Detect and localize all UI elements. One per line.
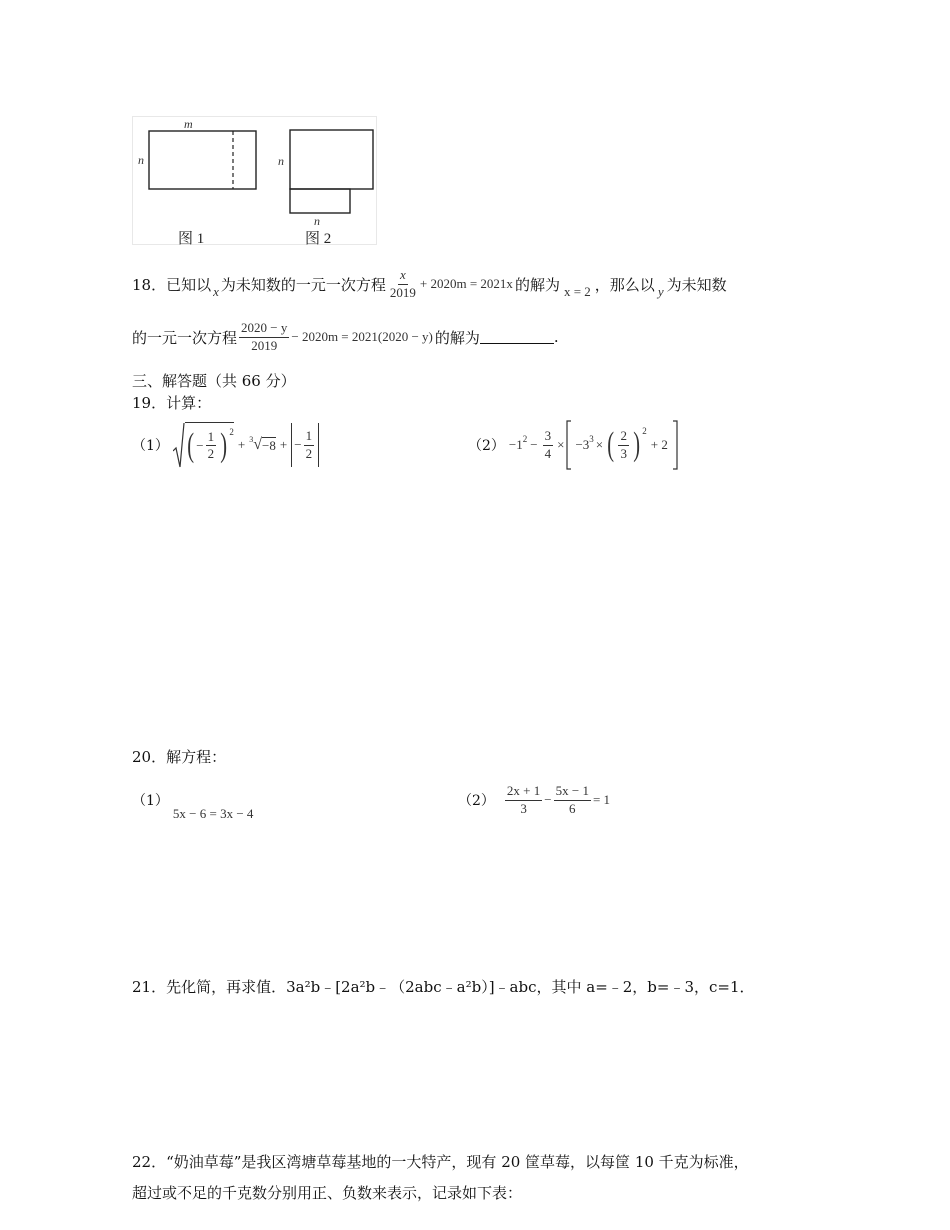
q18-text6: 的解为: [434, 328, 480, 347]
q19-part2-term2-exp: 3: [589, 434, 594, 444]
paren-open-icon: (: [607, 426, 615, 463]
q18-text2: 为未知数的一元一次方程: [220, 275, 386, 294]
figure2-caption: 图 2: [305, 231, 332, 247]
q18-fraction2: [239, 321, 289, 353]
q19-part2-label: （2）: [468, 438, 505, 454]
times-sign: ×: [595, 437, 604, 452]
q18-fraction1-numerator: x: [398, 268, 408, 284]
q20-part2-fraction2: [554, 784, 591, 816]
q18-equation1-rest: + 2020m = 2021x: [419, 276, 513, 291]
q18-fraction2-numerator: 2020 − y: [239, 321, 289, 337]
q19-part2-fraction1-denominator: 4: [544, 445, 552, 461]
q18-line1: [132, 264, 727, 304]
q19-part1-label: （1）: [132, 438, 169, 454]
figure1-top-label: m: [184, 117, 193, 131]
paren-open-icon: (: [187, 426, 194, 464]
q18-answer-blank[interactable]: [480, 331, 554, 344]
minus-sign: −: [544, 792, 552, 807]
q18-equation2-rest: − 2020m = 2021(2020 − y): [291, 329, 433, 344]
q19-part1-cuberoot-index: 3: [249, 434, 254, 444]
abs-bar-left-icon: [291, 423, 292, 467]
plus-sign: +: [279, 437, 288, 452]
q18-fraction2-denominator: 2019: [251, 337, 278, 353]
q19-part1-abs-numerator: 1: [304, 429, 315, 445]
q20-part2-fraction1-numerator: 2x + 1: [505, 784, 542, 800]
q19-part1-radicand: [185, 422, 234, 469]
q19-part1-abs-fraction: [304, 429, 315, 461]
q19-part1-exponent: 2: [229, 426, 234, 437]
q18-var-x: x: [213, 284, 219, 299]
q19-part2-fraction1: [543, 429, 554, 461]
q20-part2-label: （2）: [458, 793, 495, 809]
minus-sign: −: [196, 437, 204, 453]
q20-part1: [132, 790, 253, 820]
q20-part1-equation: 5x − 6 = 3x − 4: [172, 806, 254, 821]
q19-part2: [468, 418, 678, 472]
q19-part1-cuberoot-arg: −8: [262, 437, 276, 453]
q19-part1-abs-denominator: 2: [305, 445, 313, 461]
q19-part2-fraction2-denominator: 3: [620, 445, 627, 461]
figure2-top-rectangle: [290, 130, 373, 189]
q19-part2-fraction2: [618, 429, 629, 461]
q18-fraction1-denominator: 2019: [389, 284, 416, 300]
geometry-figures: [132, 116, 378, 248]
q18-text4: ，那么以: [594, 275, 655, 294]
q18-line2: [132, 317, 559, 357]
plus-sign: +: [237, 437, 246, 452]
bracket-left-icon: [566, 420, 572, 470]
figure2-side-label: n: [278, 154, 284, 168]
q19-part2-fraction2-numerator: 2: [618, 429, 629, 445]
q22-line1: 22．“奶油草莓”是我区湾塘草莓基地的一大特产，现有 20 筐草莓，以每筐 10 千克为标准，: [132, 1153, 749, 1171]
q19-part2-term1: −1: [508, 437, 523, 452]
paren-close-icon: ): [633, 426, 641, 463]
figure2-bottom-label: n: [314, 214, 320, 228]
q22-line2: 超过或不足的千克数分别用正、负数来表示，记录如下表：: [132, 1184, 523, 1202]
q18-end: .: [553, 328, 559, 346]
q18-var-y: y: [657, 284, 664, 299]
q18-fraction1: [388, 268, 418, 300]
q18-number: 18．: [132, 275, 167, 294]
q18-text1: 已知以: [166, 275, 212, 294]
q20-part2-rhs: = 1: [592, 792, 611, 807]
q21-text: 21．先化简，再求值．3a²b﹣[2a²b﹣（2abc﹣a²b）]﹣abc，其中 a=﹣2，b=﹣3，c=1．: [132, 978, 755, 996]
abs-bar-right-icon: [318, 423, 319, 467]
cuberoot-symbol-icon: √: [253, 436, 263, 453]
q19-part2-fraction1-numerator: 3: [543, 429, 554, 445]
q19-part2-exponent: 2: [642, 426, 647, 436]
q20-part2-fraction1: [505, 784, 542, 816]
q19-part2-tail: + 2: [650, 437, 668, 452]
figure1-caption: 图 1: [178, 231, 205, 247]
section3-heading: 三、解答题（共 66 分）: [132, 372, 296, 390]
q18-solution: x = 2: [563, 284, 591, 299]
q19-part1: [132, 418, 319, 472]
minus-sign: −: [530, 437, 538, 452]
q20-part2: [458, 776, 610, 824]
times-sign: ×: [557, 437, 565, 452]
q20-part2-fraction2-numerator: 5x − 1: [554, 784, 591, 800]
q19-part2-term1-exp: 2: [522, 434, 528, 444]
q19-title: 19．计算：: [132, 394, 212, 412]
q19-part1-fraction: [206, 430, 217, 462]
figure1-rectangle: [149, 131, 256, 189]
q20-part1-label: （1）: [132, 793, 169, 809]
figure2-bottom-rectangle: [290, 189, 350, 213]
figure1-side-label: n: [138, 153, 144, 167]
q20-title: 20．解方程：: [132, 748, 227, 766]
q20-part2-fraction1-denominator: 3: [520, 800, 527, 816]
q19-part2-term2: −3: [575, 437, 590, 452]
q18-line2-text1: 的一元一次方程: [132, 328, 238, 347]
bracket-right-icon: [672, 420, 678, 470]
q18-text5: 为未知数: [666, 275, 727, 294]
q19-part1-fraction-denominator: 2: [207, 446, 215, 461]
figure-frame: [133, 117, 377, 245]
q18-text3: 的解为: [514, 275, 560, 294]
minus-sign: −: [294, 437, 302, 452]
paren-close-icon: ): [220, 426, 228, 464]
q19-part1-fraction-numerator: 1: [206, 430, 217, 446]
q20-part2-fraction2-denominator: 6: [569, 800, 576, 816]
sqrt-symbol-icon: [173, 421, 185, 469]
